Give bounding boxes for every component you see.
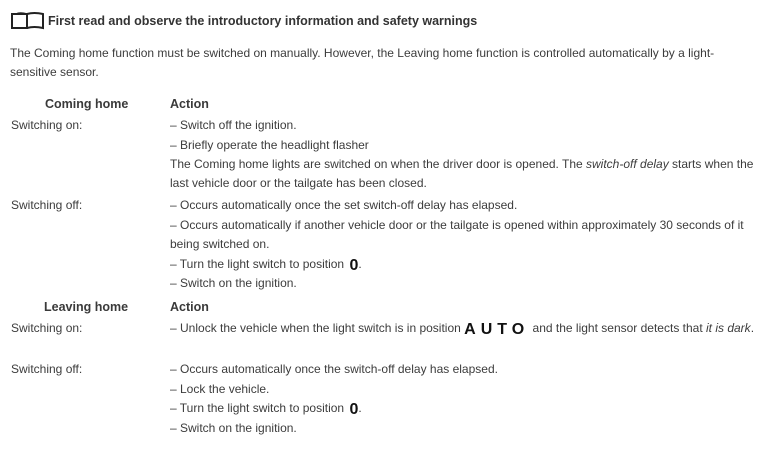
coming-home-off-step-3-text: – Turn the light switch to position xyxy=(170,257,345,271)
intro-text: The Coming home function must be switched on manually. However, the Leaving home function is controlled automatically by a light-sensitive sensor. xyxy=(10,46,715,79)
coming-home-on-step-2: – Briefly operate the headlight flasher xyxy=(170,138,369,152)
book-icon xyxy=(10,11,46,31)
leaving-home-on-label: Switching on: xyxy=(11,321,83,335)
leaving-home-off-step-3-text: – Turn the light switch to position xyxy=(170,401,345,415)
coming-home-heading: Coming home xyxy=(45,97,129,111)
leaving-home-off-step-1: – Occurs automatically once the switch-off delay has elapsed. xyxy=(170,362,498,376)
leaving-home-off-step-4: – Switch on the ignition. xyxy=(170,421,297,435)
coming-home-on-note-a: The Coming home lights are switched on when the driver door is opened. The xyxy=(170,157,587,171)
coming-home-off-step-3: – Turn the light switch to position 0. xyxy=(170,257,362,274)
position-auto-symbol: AUTO xyxy=(464,321,530,338)
switch-off-delay-term: switch-off delay xyxy=(586,157,669,171)
coming-home-on-note-b: starts when the last vehicle door or the tailgate has been closed. xyxy=(170,157,754,190)
coming-home-action-heading: Action xyxy=(170,97,209,111)
leaving-home-off-label: Switching off: xyxy=(11,362,83,376)
it-is-dark-term: it is dark xyxy=(706,321,751,335)
leaving-home-on-step-1-b: and the light sensor detects that xyxy=(529,321,706,335)
position-0-symbol: 0 xyxy=(349,401,359,418)
leaving-home-off-step-3: – Turn the light switch to position 0. xyxy=(170,401,362,418)
coming-home-on-note xyxy=(170,155,760,193)
header-title: First read and observe the introductory information and safety warnings xyxy=(48,14,478,28)
coming-home-on-label: Switching on: xyxy=(11,118,83,132)
leaving-home-action-heading: Action xyxy=(170,300,209,314)
leaving-home-on-step-1 xyxy=(170,319,760,339)
coming-home-off-label: Switching off: xyxy=(11,198,83,212)
coming-home-off-step-1: – Occurs automatically once the set switch-off delay has elapsed. xyxy=(170,198,518,212)
coming-home-off-step-4: – Switch on the ignition. xyxy=(170,276,297,290)
leaving-home-on-step-1-a: – Unlock the vehicle when the light switch is in position xyxy=(170,321,461,335)
leaving-home-on-step-1-c: . xyxy=(750,321,755,335)
section-header xyxy=(10,10,477,32)
position-0-symbol: 0 xyxy=(349,257,359,274)
coming-home-off-step-2: – Occurs automatically if another vehicle door or the tailgate is opened within approximately 30 seconds of it being switched on. xyxy=(170,218,744,251)
coming-home-on-step-1: – Switch off the ignition. xyxy=(170,118,297,132)
leaving-home-heading: Leaving home xyxy=(44,300,129,314)
leaving-home-off-step-2: – Lock the vehicle. xyxy=(170,382,270,396)
